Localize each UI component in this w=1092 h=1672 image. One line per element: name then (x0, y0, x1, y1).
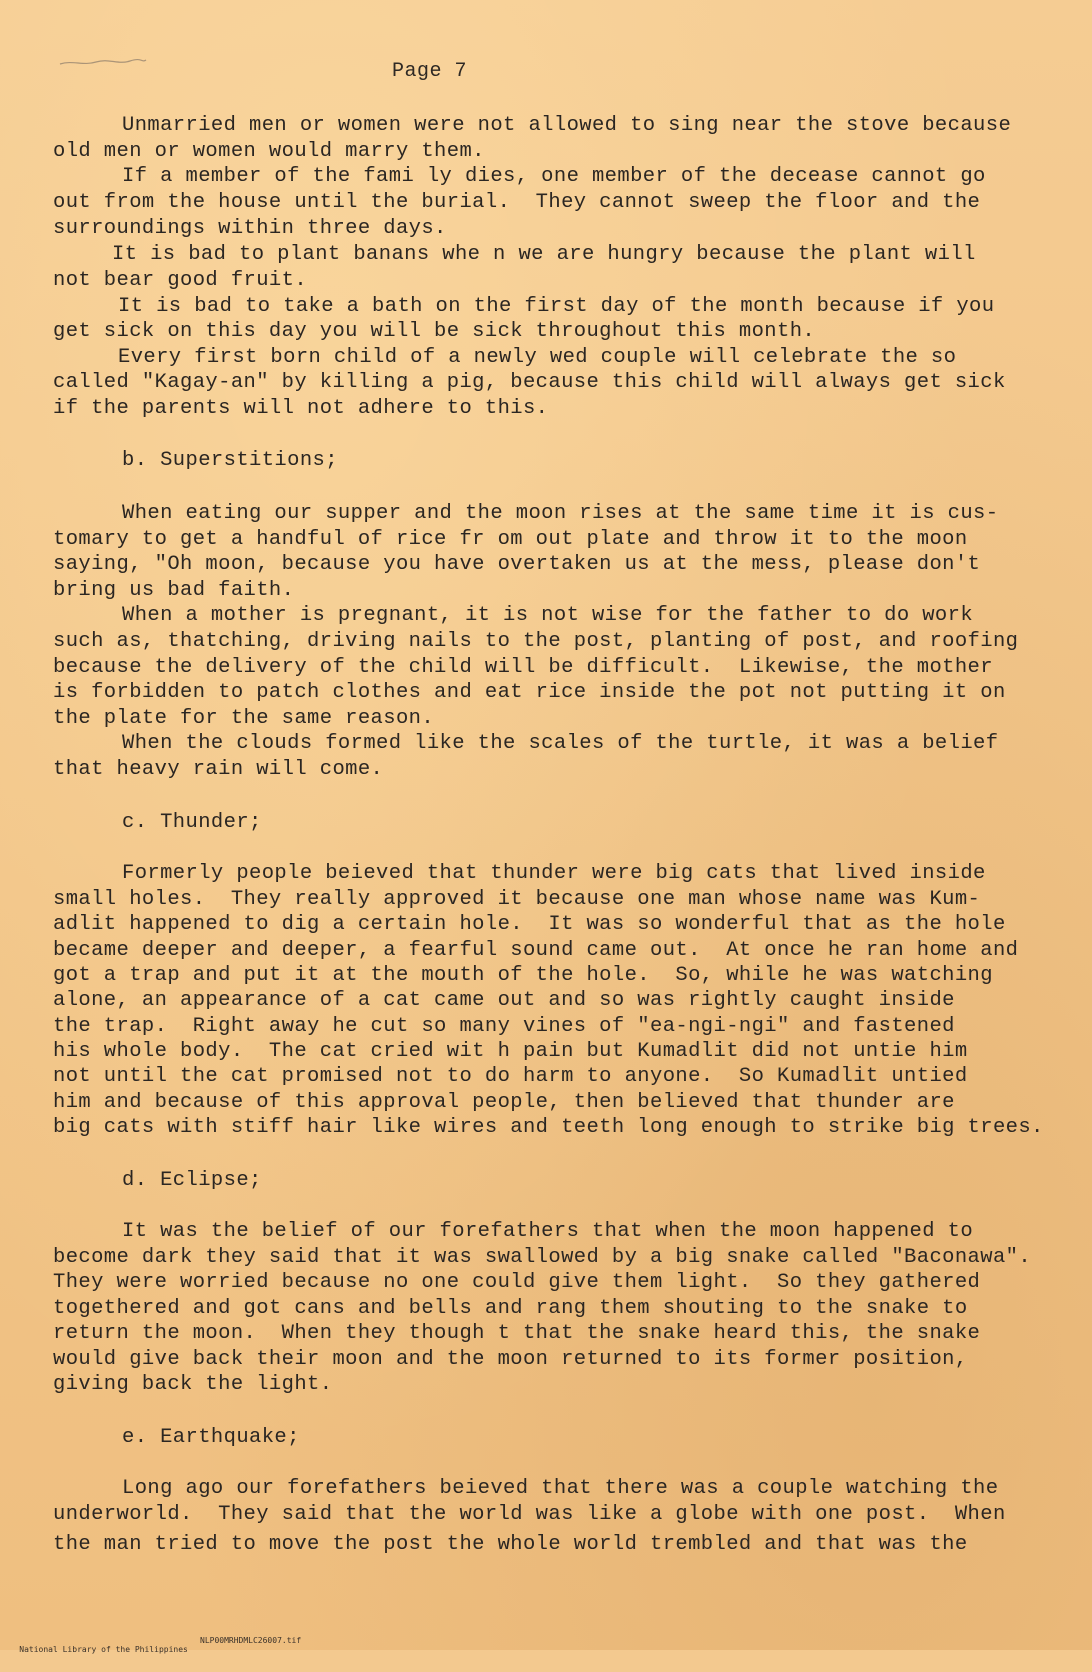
text-line: such as, thatching, driving nails to the post, planting of post, and roofing (53, 630, 1019, 653)
text-line: his whole body. The cat cried wit h pain but Kumadlit did not untie him (53, 1040, 968, 1063)
text-line: not bear good fruit. (53, 269, 308, 292)
text-line: saying, "Oh moon, because you have overtaken us at the mess, please don't (53, 553, 981, 576)
text-line: Long ago our forefathers beieved that there was a couple watching the (122, 1477, 999, 1500)
text-line: alone, an appearance of a cat came out and so was rightly caught inside (53, 989, 955, 1012)
pencil-mark (58, 56, 148, 70)
text-line: small holes. They really approved it because one man whose name was Kum- (53, 888, 981, 911)
text-line: get sick on this day you will be sick throughout this month. (53, 320, 816, 343)
text-line: surroundings within three days. (53, 217, 447, 240)
footer-source: National Library of the Philippines (19, 1645, 188, 1654)
text-line: Formerly people beieved that thunder were big cats that lived inside (122, 862, 986, 885)
text-line: Unmarried men or women were not allowed to sing near the stove because (122, 114, 1012, 137)
text-line: is forbidden to patch clothes and eat rice inside the pot not putting it on (53, 681, 1006, 704)
section-heading-earthquake: e. Earthquake; (122, 1426, 300, 1449)
section-heading-eclipse: d. Eclipse; (122, 1169, 262, 1192)
text-line: become dark they said that it was swallowed by a big snake called "Baconawa". (53, 1246, 1032, 1269)
text-line: Every first born child of a newly wed couple will celebrate the so (118, 346, 957, 369)
text-line: They were worried because no one could give them light. So they gathered (53, 1271, 981, 1294)
text-line: adlit happened to dig a certain hole. It was so wonderful that as the hole (53, 913, 1006, 936)
section-heading-superstitions: b. Superstitions; (122, 449, 338, 472)
text-line: When a mother is pregnant, it is not wise for the father to do work (122, 604, 974, 627)
text-line: called "Kagay-an" by killing a pig, because this child will always get sick (53, 371, 1006, 394)
text-line: the plate for the same reason. (53, 707, 435, 730)
text-line: return the moon. When they though t that the snake heard this, the snake (53, 1322, 981, 1345)
text-line: If a member of the fami ly dies, one member of the decease cannot go (122, 165, 986, 188)
text-line: became deeper and deeper, a fearful sound came out. At once he ran home and (53, 939, 1019, 962)
text-line: giving back the light. (53, 1373, 333, 1396)
text-line: underworld. They said that the world was like a globe with one post. When (53, 1503, 1006, 1526)
text-line: big cats with stiff hair like wires and teeth long enough to strike big trees. (53, 1116, 1044, 1139)
text-line: if the parents will not adhere to this. (53, 397, 549, 420)
text-line: the trap. Right away he cut so many vines of "ea-ngi-ngi" and fastened (53, 1015, 955, 1038)
text-line: It is bad to plant banans whe n we are hungry because the plant will (112, 243, 976, 266)
text-line: togethered and got cans and bells and rang them shouting to the snake to (53, 1297, 968, 1320)
text-line: out from the house until the burial. They cannot sweep the floor and the (53, 191, 981, 214)
text-line: him and because of this approval people, then believed that thunder are (53, 1091, 955, 1114)
text-line: When eating our supper and the moon rises at the same time it is cus- (122, 502, 999, 525)
text-line: got a trap and put it at the mouth of the hole. So, while he was watching (53, 964, 993, 987)
page-number: Page 7 (392, 60, 468, 83)
text-line: because the delivery of the child will be difficult. Likewise, the mother (53, 656, 993, 679)
text-line: the man tried to move the post the whole world trembled and that was the (53, 1533, 968, 1556)
text-line: that heavy rain will come. (53, 758, 384, 781)
scan-footer (0, 1636, 302, 1672)
footer-filename: NLP00MRHDMLC26007.tif (200, 1636, 302, 1645)
text-line: old men or women would marry them. (53, 140, 485, 163)
text-line: It is bad to take a bath on the first day of the month because if you (118, 295, 995, 318)
section-heading-thunder: c. Thunder; (122, 811, 262, 834)
text-line: tomary to get a handful of rice fr om out plate and throw it to the moon (53, 528, 968, 551)
text-line: bring us bad faith. (53, 579, 295, 602)
text-line: not until the cat promised not to do harm to anyone. So Kumadlit untied (53, 1065, 968, 1088)
text-line: When the clouds formed like the scales of the turtle, it was a belief (122, 732, 999, 755)
text-line: It was the belief of our forefathers that when the moon happened to (122, 1220, 974, 1243)
text-line: would give back their moon and the moon returned to its former position, (53, 1348, 968, 1371)
